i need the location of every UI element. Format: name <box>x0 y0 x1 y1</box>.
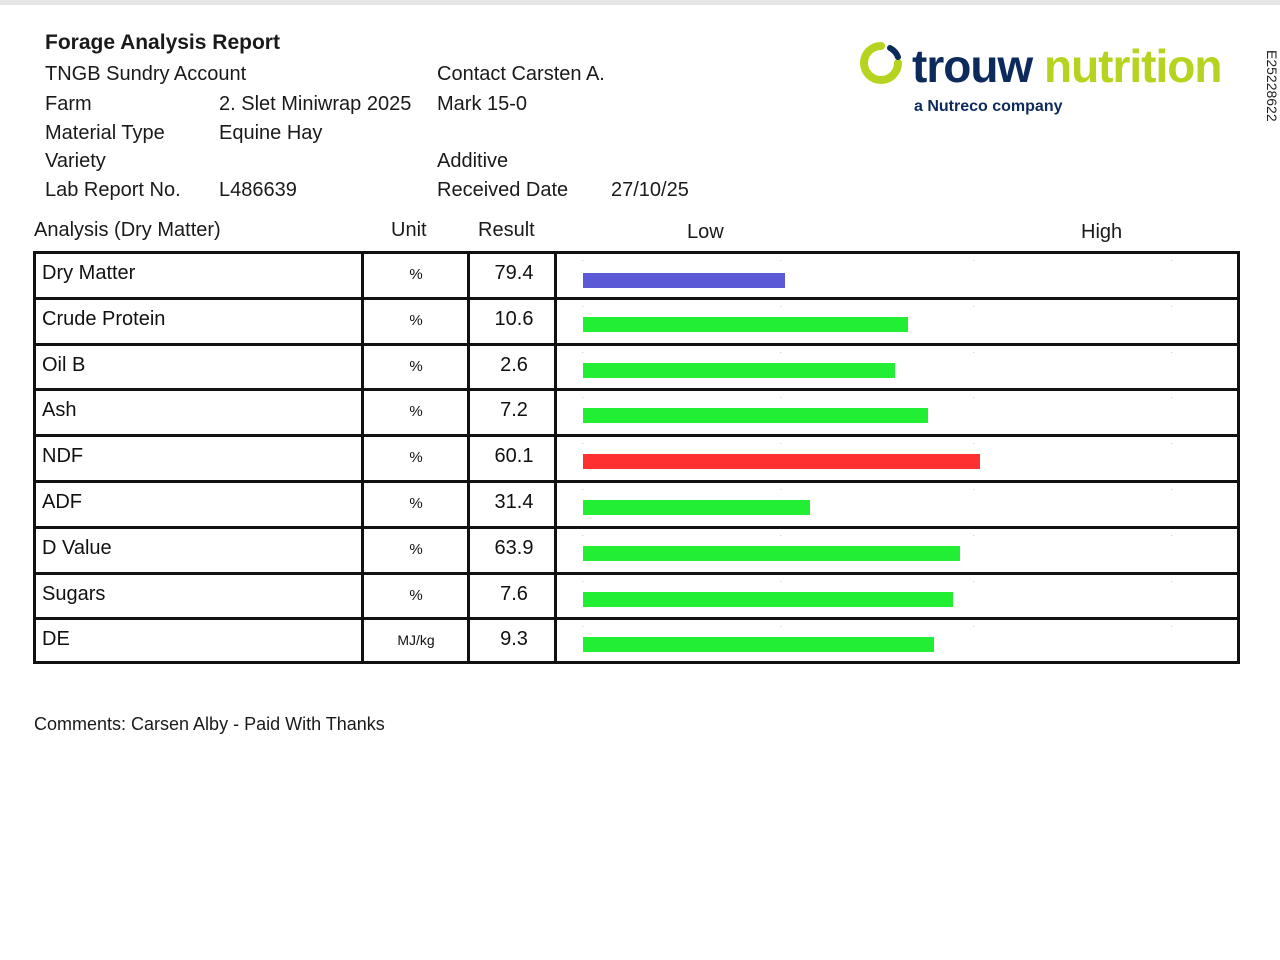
unit-value: % <box>409 403 423 420</box>
level-bar <box>583 637 934 652</box>
analysis-name: Oil B <box>42 354 86 376</box>
table-row <box>36 254 1237 298</box>
analysis-name: ADF <box>42 491 82 513</box>
unit-header: Unit <box>391 219 427 241</box>
scale-tick: · <box>780 441 782 447</box>
logo-mark-icon <box>860 42 902 86</box>
analysis-name: Sugars <box>42 583 106 605</box>
scale-tick: · <box>780 533 782 539</box>
table-row <box>36 480 1237 526</box>
lab-report-value: L486639 <box>219 179 297 201</box>
additive-label: Additive <box>437 150 509 172</box>
level-bar <box>583 454 980 469</box>
scale-tick: · <box>973 258 975 264</box>
scale-tick: · <box>1171 624 1173 630</box>
result-value: 10.6 <box>494 308 534 330</box>
unit-value: % <box>409 358 423 375</box>
scale-tick: · <box>1171 304 1173 310</box>
scale-tick: · <box>1171 258 1173 264</box>
trouw-nutrition-logo <box>858 38 1228 128</box>
scale-tick: · <box>582 395 584 401</box>
logo-word-nutrition: nutrition <box>1043 40 1222 92</box>
contact: Contact Carsten A. <box>437 63 605 85</box>
scale-tick: · <box>582 624 584 630</box>
material-type-value: Equine Hay <box>219 122 323 144</box>
level-bar <box>583 546 960 561</box>
scale-tick: · <box>1171 395 1173 401</box>
result-header: Result <box>478 219 535 241</box>
table-row <box>36 617 1237 663</box>
high-header: High <box>1081 221 1123 243</box>
scale-tick: · <box>1171 579 1173 585</box>
report-title: Forage Analysis Report <box>45 31 280 54</box>
result-value: 60.1 <box>494 445 534 467</box>
level-bar <box>583 273 785 288</box>
lab-report-label: Lab Report No. <box>45 179 181 201</box>
table-row <box>36 572 1237 618</box>
scale-tick: · <box>780 579 782 585</box>
unit-value: % <box>409 587 423 604</box>
level-bar <box>583 363 895 378</box>
table-row <box>36 343 1237 389</box>
scale-tick: · <box>780 624 782 630</box>
received-date-value: 27/10/25 <box>611 179 689 201</box>
unit-value: % <box>409 495 423 512</box>
logo-tagline: a Nutreco company <box>914 98 1063 115</box>
analysis-name: DE <box>42 628 70 650</box>
farm-value: 2. Slet Miniwrap 2025 <box>219 93 412 115</box>
scale-tick: · <box>582 258 584 264</box>
unit-value: % <box>409 541 423 558</box>
analysis-table <box>33 251 1240 664</box>
received-date-label: Received Date <box>437 179 569 201</box>
unit-value: % <box>409 266 423 283</box>
scale-tick: · <box>973 579 975 585</box>
result-value: 7.2 <box>500 399 528 421</box>
scale-tick: · <box>582 350 584 356</box>
side-identifier <box>1258 50 1280 150</box>
scale-tick: · <box>780 395 782 401</box>
unit-value: % <box>409 449 423 466</box>
analysis-header: Analysis (Dry Matter) <box>34 219 221 241</box>
scale-tick: · <box>582 533 584 539</box>
scale-tick: · <box>973 533 975 539</box>
farm-label: Farm <box>45 93 92 115</box>
scale-tick: · <box>973 624 975 630</box>
comments: Comments: Carsen Alby - Paid With Thanks <box>34 714 385 734</box>
logo-wordmark <box>912 38 1221 94</box>
analysis-name: NDF <box>42 445 84 467</box>
table-row <box>36 388 1237 434</box>
scale-tick: · <box>1171 487 1173 493</box>
account-name: TNGB Sundry Account <box>45 63 247 85</box>
analysis-name: Crude Protein <box>42 308 166 330</box>
result-value: 7.6 <box>500 583 528 605</box>
table-row <box>36 434 1237 480</box>
scale-tick: · <box>582 304 584 310</box>
low-header: Low <box>687 221 724 243</box>
result-value: 2.6 <box>500 354 528 376</box>
unit-value: MJ/kg <box>397 632 435 648</box>
scale-tick: · <box>780 258 782 264</box>
scale-tick: · <box>973 395 975 401</box>
analysis-name: D Value <box>42 537 112 559</box>
material-type-label: Material Type <box>45 122 165 144</box>
result-value: 9.3 <box>500 628 528 650</box>
scale-tick: · <box>1171 350 1173 356</box>
scale-tick: · <box>780 487 782 493</box>
scale-tick: · <box>973 441 975 447</box>
scale-tick: · <box>582 487 584 493</box>
table-row <box>36 297 1237 343</box>
analysis-name: Dry Matter <box>42 262 136 284</box>
analysis-name: Ash <box>42 399 77 421</box>
variety-label: Variety <box>45 150 106 172</box>
logo-word-trouw: trouw <box>912 40 1033 92</box>
scale-tick: · <box>582 441 584 447</box>
unit-value: % <box>409 312 423 329</box>
scale-tick: · <box>973 350 975 356</box>
level-bar <box>583 592 953 607</box>
level-bar <box>583 500 810 515</box>
level-bar <box>583 317 908 332</box>
table-row <box>36 526 1237 572</box>
scale-tick: · <box>973 304 975 310</box>
scale-tick: · <box>780 350 782 356</box>
scale-tick: · <box>1171 533 1173 539</box>
level-bar <box>583 408 928 423</box>
top-border <box>0 0 1280 5</box>
scale-tick: · <box>973 487 975 493</box>
scale-tick: · <box>1171 441 1173 447</box>
scale-tick: · <box>780 304 782 310</box>
side-identifier-text: E25228622 <box>1264 50 1280 122</box>
result-value: 79.4 <box>494 262 534 284</box>
mark-value: Mark 15-0 <box>437 93 528 115</box>
result-value: 31.4 <box>494 491 534 513</box>
scale-tick: · <box>582 579 584 585</box>
result-value: 63.9 <box>494 537 534 559</box>
